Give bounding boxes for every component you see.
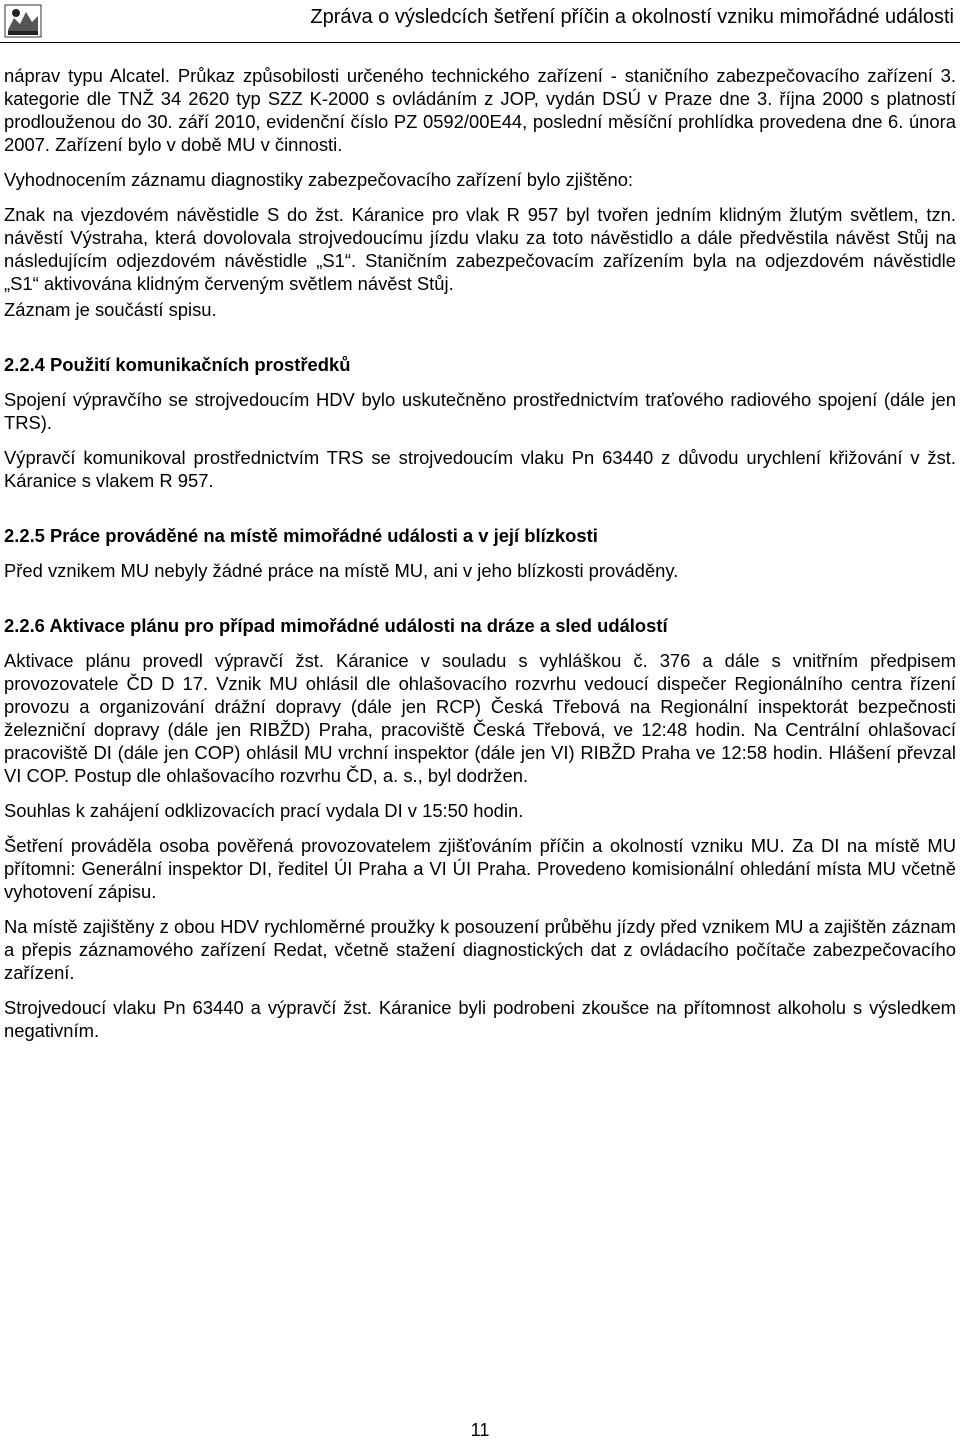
paragraph-226-4: Na místě zajištěny z obou HDV rychloměrné proužky k posouzení průběhu jízdy před vznikem MU a zajištěn záznam a přepis záznamového zařízení Redat, včetně stažení diagnostických dat z ovládacího počítače zabezpečovacího zařízení. xyxy=(4,916,956,983)
section-spacer xyxy=(4,333,956,353)
paragraph-device-certificate: náprav typu Alcatel. Průkaz způsobilosti určeného technického zařízení - staničního zabezpečovacího zařízení 3. kategorie dle TNŽ 34 2620 typ SZZ K-2000 s ovládáním z JOP, vydán DSÚ v Praze dne 3. října 2000 s platností prodlouženou do 30. září 2010, evidenční číslo PZ 0592/00E44, poslední měsíční prohlídka provedena dne 6. února 2007. Zařízení bylo v době MU v činnosti. xyxy=(4,65,956,155)
paragraph-226-1: Aktivace plánu provedl výpravčí žst. Káranice v souladu s vyhláškou č. 376 a dále s vnitřním předpisem provozovatele ČD D 17. Vznik MU ohlásil dle ohlašovacího rozvrhu vedoucí dispečer Regionálního centra řízení provozu a organizování drážní dopravy (dále jen RCP) Česká Třebová na Regionální inspektorát bezpečnosti železniční dopravy (dále jen RIBŽD) Praha, pracoviště Česká Třebová, ve 12:48 hodin. Na Centrální ohlašovací pracoviště DI (dále jen COP) ohlásil MU vrchní inspektor (dále jen VI) RIBŽD Praha ve 12:58 hodin. Hlášení převzal VI COP. Postup dle ohlašovacího rozvrhu ČD, a. s., byl dodržen. xyxy=(4,650,956,786)
drazni-inspekce-logo xyxy=(4,4,42,38)
page-header xyxy=(0,0,960,44)
section-heading-226: 2.2.6 Aktivace plánu pro případ mimořádné události na dráze a sled událostí xyxy=(4,615,668,636)
paragraph-record-note: Záznam je součástí spisu. xyxy=(4,299,217,320)
section-heading-225: 2.2.5 Práce prováděné na místě mimořádné události a v její blízkosti xyxy=(4,525,598,546)
section-spacer xyxy=(4,594,956,614)
paragraph-224-1: Spojení výpravčího se strojvedoucím HDV bylo uskutečněno prostřednictvím traťového radiového spojení (dále jen TRS). xyxy=(4,389,956,433)
paragraph-226-5: Strojvedoucí vlaku Pn 63440 a výpravčí žst. Káranice byli podrobeni zkoušce na přítomnost alkoholu s výsledkem negativním. xyxy=(4,997,956,1041)
paragraph-diagnostics-intro: Vyhodnocením záznamu diagnostiky zabezpečovacího zařízení bylo zjištěno: xyxy=(4,169,634,190)
paragraph-226-2: Souhlas k zahájení odklizovacích prací vydala DI v 15:50 hodin. xyxy=(4,800,524,821)
section-spacer xyxy=(4,504,956,524)
paragraph-signal-findings: Znak na vjezdovém návěstidle S do žst. Káranice pro vlak R 957 byl tvořen jedním klidným žlutým světlem, tzn. návěstí Výstraha, která dovolovala strojvedoucímu jízdu vlaku za toto návěstidlo a dále předvěstila návěst Stůj na následujícím odjezdovém návěstidle „S1“. Staničním zabezpečovacím zařízením byla na odjezdovém návěstidle „S1“ aktivována klidným červeným světlem návěst Stůj. xyxy=(4,204,956,294)
header-divider xyxy=(0,42,960,43)
paragraph-226-3: Šetření prováděla osoba pověřená provozovatelem zjišťováním příčin a okolností vzniku MU. Za DI na místě MU přítomni: Generální inspektor DI, ředitel ÚI Praha a VI ÚI Praha. Provedeno komisionální ohledání místa MU včetně vyhotovení zápisu. xyxy=(4,835,956,902)
paragraph-225-1: Před vznikem MU nebyly žádné práce na místě MU, ani v jeho blízkosti prováděny. xyxy=(4,560,679,581)
paragraph-224-2: Výpravčí komunikoval prostřednictvím TRS se strojvedoucím vlaku Pn 63440 z důvodu urychlení křižování v žst. Káranice s vlakem R 957. xyxy=(4,447,956,491)
document-title: Zpráva o výsledcích šetření příčin a okolností vzniku mimořádné události xyxy=(310,6,954,28)
document-body xyxy=(4,64,956,1054)
page-number: 11 xyxy=(470,1420,490,1440)
section-heading-224: 2.2.4 Použití komunikačních prostředků xyxy=(4,354,351,375)
